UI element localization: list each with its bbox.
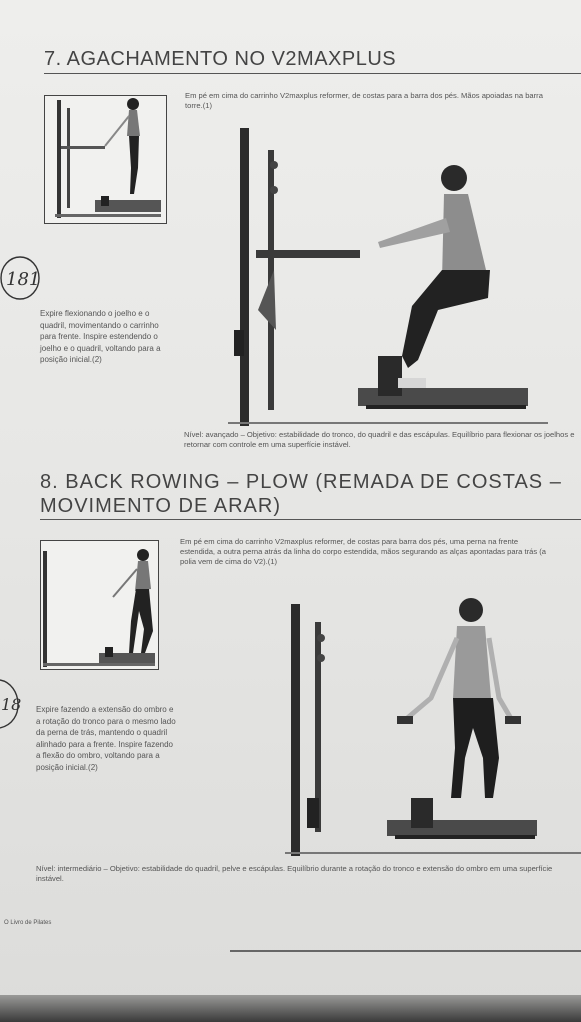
exercise-7-level: Nível: avançado – Objetivo: estabilidade do tronco, do quadril e das escápulas. Equilíbrio para flexionar os joelhos e retornar com controle em uma superfície instável. bbox=[184, 430, 575, 449]
footer-book-name: O Livro de Pilates bbox=[4, 920, 52, 926]
title-rule bbox=[40, 519, 581, 520]
exercise-8-photo bbox=[285, 598, 581, 860]
handwritten-margin-note bbox=[0, 676, 28, 730]
handwritten-margin-note bbox=[0, 254, 42, 302]
page-bottom-edge bbox=[0, 995, 581, 1022]
svg-text:18: 18 bbox=[1, 695, 22, 714]
exercise-8-instruction: Expire fazendo a extensão do ombro e a rotação do tronco para o mesmo lado da perna de trás, mantendo o quadril alinhado para a frente. Inspire fazendo a flexão do ombro, voltando para a posição inicial.(2) bbox=[36, 705, 176, 772]
exercise-7-instruction: Expire flexionando o joelho e o quadril, movimentando o carrinho para frente. Inspire estendendo o joelho e o quadril, voltando para a posição inicial.(2) bbox=[40, 309, 161, 365]
exercise-7-photo bbox=[228, 120, 548, 430]
exercise-8-title-line2: MOVIMENTO DE ARAR) bbox=[40, 495, 281, 517]
title-rule bbox=[44, 73, 581, 74]
exercise-7-thumbnail bbox=[44, 95, 167, 224]
exercise-8-title bbox=[40, 470, 562, 518]
exercise-8-level: Nível: intermediário – Objetivo: estabilidade do quadril, pelve e escápulas. Equilíbrio durante a rotação do tronco e extensão do ombro em uma superfície instável. bbox=[36, 864, 553, 883]
exercise-8-title-line1: 8. BACK ROWING – PLOW (REMADA DE COSTAS – bbox=[40, 471, 562, 493]
exercise-7-setup: Em pé em cima do carrinho V2maxplus reformer, de costas para a barra dos pés. Mãos apoiadas na barra torre.(1) bbox=[185, 91, 543, 110]
exercise-8-thumbnail bbox=[40, 540, 159, 670]
exercise-8-setup: Em pé em cima do carrinho V2maxplus reformer, de costas para barra dos pés, uma perna na frente estendida, a outra perna atrás da linha do corpo estendida, mãos segurando as alças apontadas para trás (a polia vem de cima do V2).(1) bbox=[180, 537, 547, 566]
svg-text:181: 181 bbox=[6, 269, 41, 290]
exercise-7-title: 7. AGACHAMENTO NO V2MAXPLUS bbox=[44, 48, 397, 70]
footer-divider bbox=[230, 950, 581, 952]
